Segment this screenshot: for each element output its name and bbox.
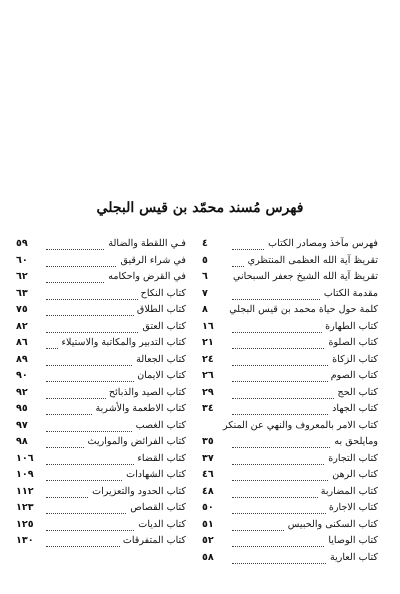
toc-entry bbox=[202, 385, 378, 402]
toc-entry-page: ١١٢ bbox=[16, 485, 34, 497]
toc-entry bbox=[16, 269, 186, 286]
toc-left-column bbox=[16, 236, 186, 550]
toc-entry-page: ٥١ bbox=[202, 518, 214, 530]
toc-entry-page: ١٢٥ bbox=[16, 518, 34, 530]
toc-entry-label: كتاب الجعالة bbox=[133, 352, 186, 369]
toc-entry-page: ٨٢ bbox=[16, 320, 28, 332]
toc-entry-page: ٧ bbox=[202, 287, 208, 299]
toc-entry bbox=[202, 368, 378, 385]
toc-entry-label: كتاب الصلوة bbox=[325, 335, 378, 352]
toc-entry bbox=[202, 302, 378, 319]
toc-entry-page: ١٣٠ bbox=[16, 535, 34, 546]
page-title: فهرس مُسند محمّد بن قيس البجلي bbox=[96, 200, 304, 216]
toc-entry-label: في شراء الرقيق bbox=[117, 253, 186, 270]
toc-entry-label: كتاب التجارة bbox=[325, 451, 378, 468]
toc-entry-label: كتاب الحج bbox=[335, 385, 378, 402]
toc-entry-page: ٥٨ bbox=[202, 551, 214, 563]
toc-entry bbox=[16, 335, 186, 352]
toc-entry-label: كتاب الزكاة bbox=[329, 352, 378, 369]
toc-entry-page: ٨ bbox=[202, 304, 208, 315]
toc-entry bbox=[16, 319, 186, 336]
toc-entry-page: ٧٥ bbox=[16, 304, 28, 315]
toc-entry-page: ٨٦ bbox=[16, 337, 28, 348]
toc-entry bbox=[202, 500, 378, 517]
toc-entry-label: كتاب الجهاد bbox=[329, 401, 378, 418]
toc-entry-label: مقدمة الكتاب bbox=[321, 286, 378, 303]
toc-entry-label: كتاب السكنى والحبيس bbox=[285, 517, 378, 534]
toc-entry bbox=[202, 352, 378, 369]
toc-entry bbox=[16, 434, 186, 451]
toc-entry bbox=[202, 236, 378, 253]
toc-entry bbox=[16, 253, 186, 270]
toc-entry-page: ١٠٩ bbox=[16, 469, 34, 480]
toc-entry bbox=[16, 451, 186, 468]
toc-entry bbox=[202, 550, 378, 567]
toc-entry-label: كتاب العتق bbox=[139, 319, 186, 336]
toc-entry-page: ٢٦ bbox=[202, 370, 214, 381]
toc-entry bbox=[202, 484, 378, 501]
toc-entry-page: ٦٢ bbox=[16, 271, 28, 282]
toc-entry-label: كتاب القضاء bbox=[134, 451, 186, 468]
toc-entry-label: كتاب الرهن bbox=[329, 467, 378, 484]
toc-entry-page: ٤٦ bbox=[202, 469, 214, 480]
toc-entry-page: ٢٩ bbox=[202, 386, 214, 398]
toc-entry-page: ٢١ bbox=[202, 337, 214, 348]
toc-entry-page: ٩٠ bbox=[16, 370, 28, 381]
toc-entry-page: ٤ bbox=[202, 238, 208, 249]
toc-entry-page: ١٠٦ bbox=[16, 452, 34, 464]
toc-entry-label: كتاب الاجارة bbox=[326, 500, 378, 517]
toc-entry-label: كتاب الطلاق bbox=[134, 302, 186, 319]
toc-entry-page: ٥ bbox=[202, 254, 208, 266]
toc-entry-label: كتاب الغصب bbox=[133, 418, 186, 435]
toc-entry-page: ٩٧ bbox=[16, 419, 28, 431]
toc-entry bbox=[202, 418, 378, 435]
toc-entry-page: ٩٥ bbox=[16, 403, 28, 414]
toc-entry-page: ٥٠ bbox=[202, 502, 214, 513]
toc-entry bbox=[202, 467, 378, 484]
toc-entry-label: كتاب القصاص bbox=[127, 500, 186, 517]
toc-entry-label: كلمة حول حياة محمد بن قيس البجلي bbox=[226, 302, 378, 319]
toc-entry-label: كتاب المتفرقات bbox=[120, 533, 186, 550]
toc-entry-label: كتاب الطهارة bbox=[322, 319, 378, 336]
toc-entry bbox=[16, 418, 186, 435]
toc-entry-page: ٣٧ bbox=[202, 452, 214, 464]
toc-entry-label: كتاب الامر بالمعروف والنهي عن المنكر bbox=[220, 418, 378, 435]
toc-entry bbox=[202, 401, 378, 418]
toc-entry-label: في القرض واحكامه bbox=[105, 269, 186, 286]
toc-entry bbox=[202, 335, 378, 352]
toc-entry-page: ٢٤ bbox=[202, 353, 214, 365]
toc-entry bbox=[16, 500, 186, 517]
toc-entry bbox=[16, 533, 186, 550]
toc-entry bbox=[202, 451, 378, 468]
toc-entry bbox=[16, 484, 186, 501]
toc-entry-label: كتاب التدبير والمكاتبة والاستيلاء bbox=[59, 335, 186, 352]
toc-entry-label: كتاب الشهادات bbox=[123, 467, 186, 484]
toc-entry-page: ٩٢ bbox=[16, 386, 28, 398]
toc-entry-label: كتاب الديات bbox=[135, 517, 186, 534]
toc-entry-label: كتاب الصوم bbox=[328, 368, 378, 385]
toc-entry-page: ١٦ bbox=[202, 320, 214, 332]
toc-entry bbox=[16, 352, 186, 369]
toc-entry-label: فـي اللقطة والضالة bbox=[105, 236, 186, 253]
toc-entry-label: فهرس مآخذ ومصادر الكتاب bbox=[265, 236, 378, 253]
toc-entry-label: كتاب الصيد والذبائح bbox=[106, 385, 186, 402]
toc-right-column bbox=[202, 236, 378, 566]
toc-entry-page: ٦ bbox=[202, 271, 208, 282]
toc-entry bbox=[202, 517, 378, 534]
toc-entry-label: تقريظ آية الله العظمى المنتظري bbox=[245, 253, 378, 270]
toc-entry bbox=[16, 401, 186, 418]
toc-entry-page: ٥٩ bbox=[16, 238, 28, 249]
toc-entry-page: ٨٩ bbox=[16, 353, 28, 365]
toc-entry bbox=[202, 434, 378, 451]
toc-entry-label: تقريظ آية الله الشيخ جعفر السبحاني bbox=[230, 269, 378, 286]
toc-entry bbox=[202, 319, 378, 336]
toc-entry-page: ٣٥ bbox=[202, 436, 214, 447]
toc-entry bbox=[202, 286, 378, 303]
toc-entry bbox=[16, 302, 186, 319]
toc-entry-label: كتاب الايمان bbox=[134, 368, 186, 385]
toc-entry-label: كتاب المضاربة bbox=[318, 484, 378, 501]
toc-entry bbox=[16, 517, 186, 534]
toc-entry bbox=[202, 269, 378, 286]
toc-entry-label: كتاب الوصايا bbox=[325, 533, 378, 550]
toc-entry bbox=[16, 368, 186, 385]
toc-entry-label: كتاب العارية bbox=[327, 550, 378, 567]
toc-entry-page: ٦٣ bbox=[16, 287, 28, 299]
toc-entry-page: ٥٢ bbox=[202, 535, 214, 546]
toc-entry-page: ٣٤ bbox=[202, 403, 214, 414]
toc-entry-page: ٩٨ bbox=[16, 436, 28, 447]
toc-entry bbox=[202, 253, 378, 270]
toc-entry-label: كتاب الفرائض والمواريث bbox=[85, 434, 186, 451]
toc-entry-page: ٤٨ bbox=[202, 485, 214, 497]
toc-entry-label: كتاب الاطعمة والأشربة bbox=[92, 401, 186, 418]
toc-entry bbox=[16, 467, 186, 484]
toc-entry-page: ١٢٣ bbox=[16, 502, 34, 513]
toc-entry bbox=[16, 286, 186, 303]
toc-entry-page: ٦٠ bbox=[16, 254, 28, 266]
toc-entry bbox=[202, 533, 378, 550]
toc-entry-label: كتاب النكاح bbox=[138, 286, 186, 303]
toc-entry bbox=[16, 385, 186, 402]
toc-entry-label: ومايلحق به bbox=[331, 434, 378, 451]
toc-entry bbox=[16, 236, 186, 253]
toc-entry-label: كتاب الحدود والتعزيرات bbox=[89, 484, 186, 501]
